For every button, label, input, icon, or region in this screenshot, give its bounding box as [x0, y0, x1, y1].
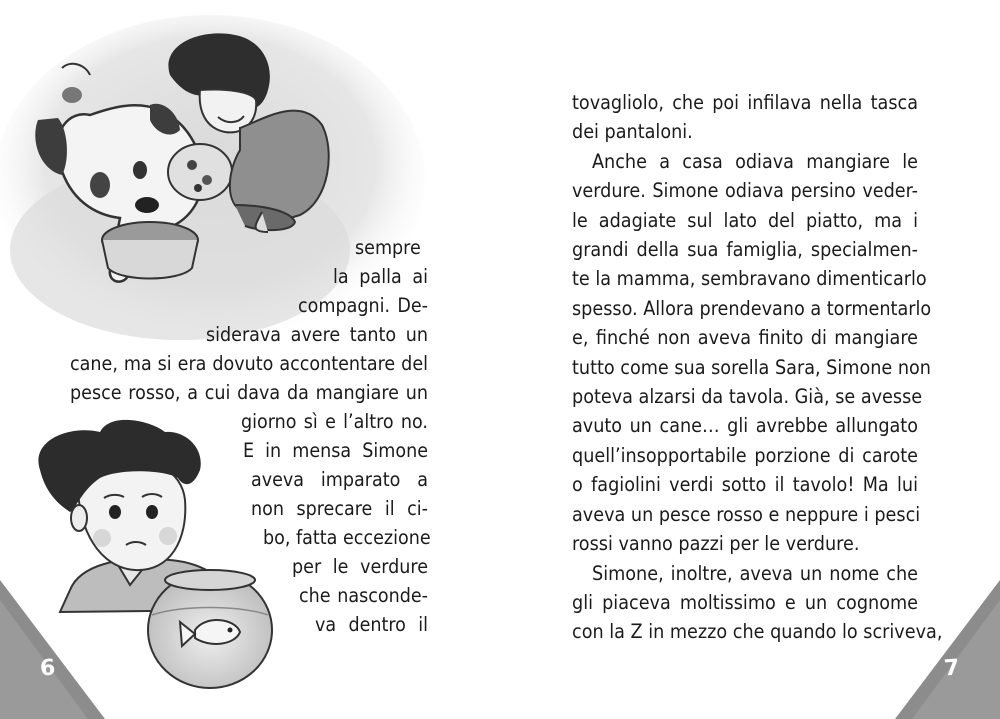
text-line: aveva imparato a: [251, 468, 428, 491]
text-line: tovagliolo, che poi infilava nella tasca: [572, 91, 918, 114]
text-line: verdure. Simone odiava persino veder-: [572, 179, 918, 203]
text-line: compagni. De-: [298, 294, 428, 317]
text-line: con la Z in mezzo che quando lo scriveva,: [572, 620, 943, 644]
text-line: pesce rosso, a cui dava da mangiare un: [70, 381, 428, 404]
text-line: dei pantaloni.: [572, 120, 693, 144]
text-line: poteva alzarsi da tavola. Già, se avesse: [572, 385, 923, 409]
text-line: va dentro il: [315, 613, 428, 636]
text-line: cane, ma si era dovuto accontentare del: [70, 352, 428, 375]
text-line: e, finché non aveva finito di mangiare: [572, 326, 918, 350]
text-line: sempre: [355, 236, 421, 259]
text-line: o fagiolini verdi sotto il tavolo! Ma lui: [572, 473, 918, 497]
text-line: grandi della sua famiglia, specialmen-: [572, 238, 918, 262]
text-line: giorno sì e l’altro no.: [241, 410, 428, 433]
boy-with-fishbowl-illustration: [38, 420, 272, 688]
text-line: siderava avere tanto un: [206, 323, 428, 346]
right-page-text: [572, 88, 943, 647]
text-line: la palla ai: [333, 265, 428, 288]
text-line: rossi vanno pazzi per le verdure.: [572, 532, 860, 556]
text-line: le adagiate sul lato del piatto, ma i: [572, 208, 918, 232]
text-line: E in mensa Simone: [243, 439, 428, 462]
text-line: te la mamma, sembravano dimenticarlo: [572, 267, 927, 291]
text-line: non sprecare il ci-: [251, 497, 428, 520]
text-line: tutto come sua sorella Sara, Simone non: [572, 355, 931, 379]
text-line: per le verdure: [292, 555, 428, 578]
text-line: gli piaceva moltissimo e un cognome: [572, 590, 918, 614]
text-line: che nasconde-: [299, 584, 428, 607]
text-line: aveva un pesce rosso e neppure i pesci: [572, 502, 921, 526]
text-line: avuto un cane… gli avrebbe allungato: [572, 414, 918, 438]
text-line: bo, fatta eccezione: [263, 526, 431, 549]
text-line: quell’insopportabile porzione di carote: [572, 443, 918, 467]
page-number-right: 7: [943, 655, 961, 682]
page-number-left: 6: [39, 655, 57, 682]
text-line: spesso. Allora prendevano a tormentarlo: [572, 296, 932, 320]
text-line: Simone, inoltre, aveva un nome che: [592, 561, 918, 585]
text-line: Anche a casa odiava mangiare le: [592, 149, 918, 173]
